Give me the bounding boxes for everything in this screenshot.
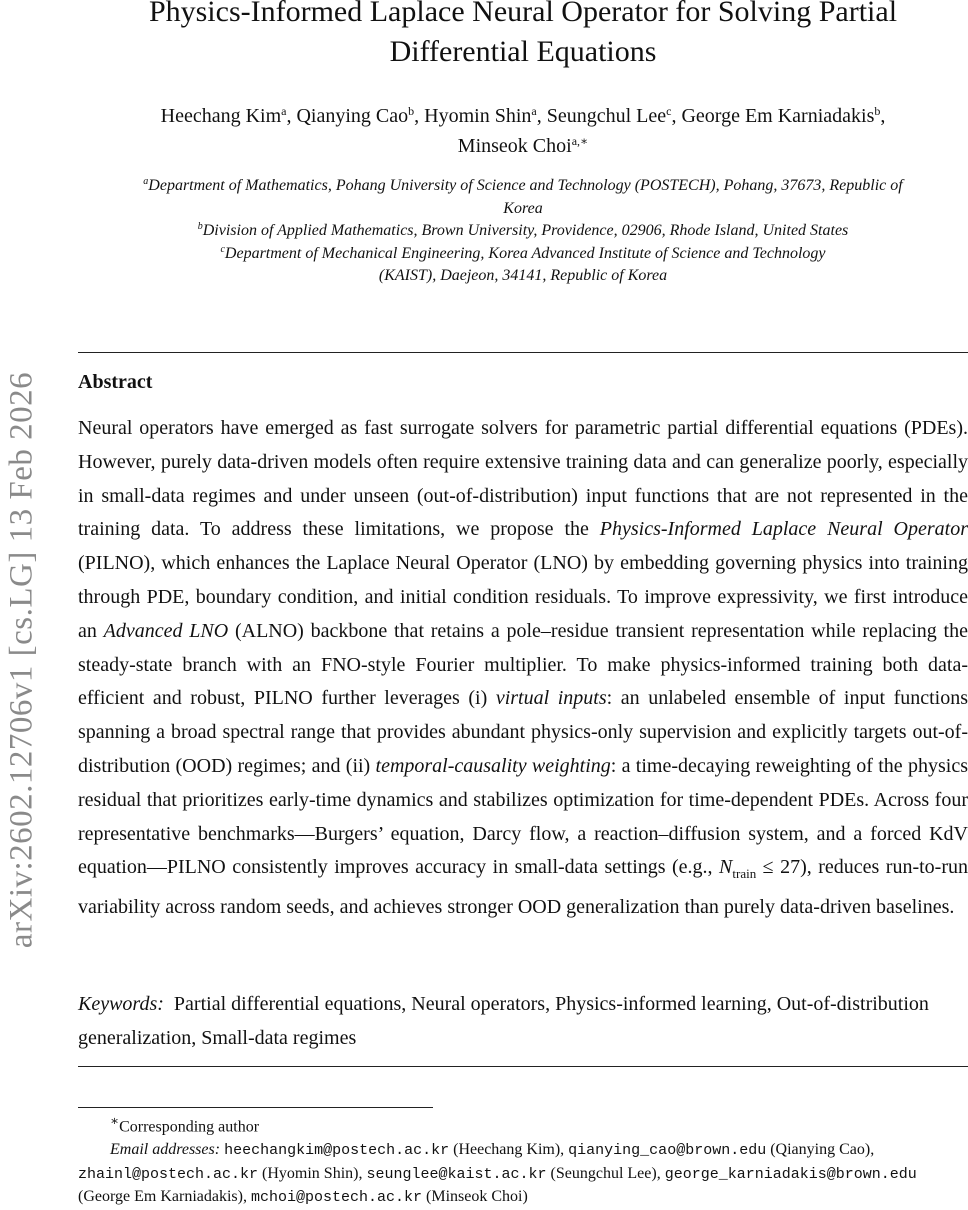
email-link[interactable]: zhainl@postech.ac.kr [78,1165,259,1183]
arxiv-identifier-stamp: arXiv:2602.12706v1 [cs.LG] 13 Feb 2026 [3,371,40,949]
abstract-text: , reduces run-to-run variability across random seeds, and achieves stronger OOD generalization than purely data-driven baselines. [78,856,968,919]
affiliation-c [78,243,968,288]
author-affiliation-mark: b [408,104,415,118]
author-name: Seungchul Lee [546,105,667,127]
email-link[interactable]: seunglee@kaist.ac.kr [366,1165,547,1183]
keywords-label: Keywords: [78,993,164,1015]
email-owner: (Qianying Cao), [766,1140,875,1158]
math-relation: ≤ 27) [756,856,807,879]
affiliation-text: Division of Applied Mathematics, Brown University, Providence, 02906, Rhode Island, United States [202,222,849,240]
author-entry [681,105,885,127]
abstract-emphasis: virtual inputs [495,687,607,710]
abstract-text: : a time-decaying reweighting of the physics residual that prioritizes early-time dynamics and stabilizes optimization for time-dependent PDEs. Across four representative benchmarks—Burgers’ equation, Darcy flow, a reaction–diffusion system, and a forced KdV equation—PILNO consistently improves accuracy in small-data settings (e.g., [78,754,968,879]
abstract-emphasis: Physics-Informed Laplace Neural Operator [599,518,968,541]
author-entry [161,105,297,127]
email-owner: (Minseok Choi) [422,1188,528,1206]
keywords [78,988,968,1055]
title-line-1: Physics-Informed Laplace Neural Operator for Solving Partial [148,0,898,28]
email-owner: (George Em Karniadakis), [78,1188,251,1206]
author-name: Minseok Choi [457,135,572,157]
affiliation-list [78,175,968,288]
author-name: George Em Karniadakis [681,105,875,127]
author-separator: , [671,105,682,127]
affiliation-text: Korea [503,199,543,217]
affiliation-mark: b [197,221,203,233]
author-entry [424,105,547,127]
author-name: Heechang Kim [160,105,282,127]
footnote-mark: ∗ [110,1113,120,1128]
email-owner: (Heechang Kim), [449,1140,569,1158]
email-owner: (Seungchul Lee), [546,1164,665,1182]
affiliation-text: Department of Mechanical Engineering, Korea Advanced Institute of Science and Technology [224,244,826,262]
author-affiliation-mark: b [874,104,881,118]
affiliation-mark: a [143,176,149,187]
author-name: Qianying Cao [296,105,409,127]
math-variable: N [719,856,733,879]
author-separator: , [414,105,425,127]
author-affiliation-mark: a [281,104,287,118]
abstract-emphasis: temporal-causality weighting [375,754,611,777]
abstract-heading: Abstract [78,371,153,393]
email-link[interactable]: mchoi@postech.ac.kr [250,1189,423,1207]
keywords-text: Partial differential equations, Neural operators, Physics-informed learning, Out-of-distribution generalization, Small-data regimes [78,993,929,1049]
title-line-2: Differential Equations [389,35,657,68]
author-entry [296,105,424,127]
author-affiliation-mark: a [531,104,537,118]
abstract-bottom-rule [78,1066,968,1067]
author-affiliation-mark: a,∗ [571,134,589,148]
abstract-text: (ALNO) backbone that retains a pole–residue transient representation while replacing the steady-state branch with an FNO-style Fourier multiplier. To make physics-informed training both data-efficient and robust, PILNO further leverages (i) [78,619,968,710]
footnote-rule [78,1107,433,1108]
author-separator: , [286,105,297,127]
corresponding-author-text: Corresponding author [119,1118,260,1136]
email-link[interactable]: qianying_cao@brown.edu [568,1141,767,1159]
abstract-text: Neural operators have emerged as fast surrogate solvers for parametric partial differential equations (PDEs). However, purely data-driven models often require extensive training data and can generalize poorly, especially in small-data regimes and under unseen (out-of-distribution) input functions that are not represented in the training data. To address these limitations, we propose the [78,417,968,541]
email-list [78,1139,968,1210]
paper-title [78,0,968,72]
corresponding-author-note [110,1110,968,1139]
affiliation-mark: c [220,243,225,255]
abstract-emphasis: Advanced LNO [103,619,229,642]
email-label: Email addresses: [110,1140,221,1158]
math-subscript: train [732,866,757,882]
author-list [78,101,968,161]
abstract-body [78,412,968,925]
email-link[interactable]: george_karniadakis@brown.edu [664,1165,917,1183]
author-affiliation-mark: c [666,104,672,118]
abstract-text: : an unlabeled ensemble of input functions spanning a broad spectral range that provides abundant physics-only supervision and explicitly targets out-of-distribution (OOD) regimes; and (ii) [78,687,968,777]
author-separator: , [880,105,886,127]
author-separator: , [536,105,547,127]
math-inline [719,856,807,882]
affiliation-a [78,175,968,220]
affiliation-b [78,220,968,243]
affiliation-text: (KAIST), Daejeon, 34141, Republic of Korea [378,267,668,285]
email-link[interactable]: heechangkim@postech.ac.kr [224,1141,450,1159]
author-entry [458,135,588,157]
footnotes [78,1110,968,1210]
email-owner: (Hyomin Shin), [258,1164,367,1182]
author-name: Hyomin Shin [424,105,532,127]
abstract-top-rule [78,352,968,353]
affiliation-text: Department of Mathematics, Pohang University of Science and Technology (POSTECH), Pohang, 37673, Republic of [148,177,903,194]
abstract-text: (PILNO), which enhances the Laplace Neural Operator (LNO) by embedding governing physics into training through PDE, boundary condition, and initial condition residuals. To improve expressivity, we first introduce an [78,552,968,642]
author-entry [547,105,682,127]
